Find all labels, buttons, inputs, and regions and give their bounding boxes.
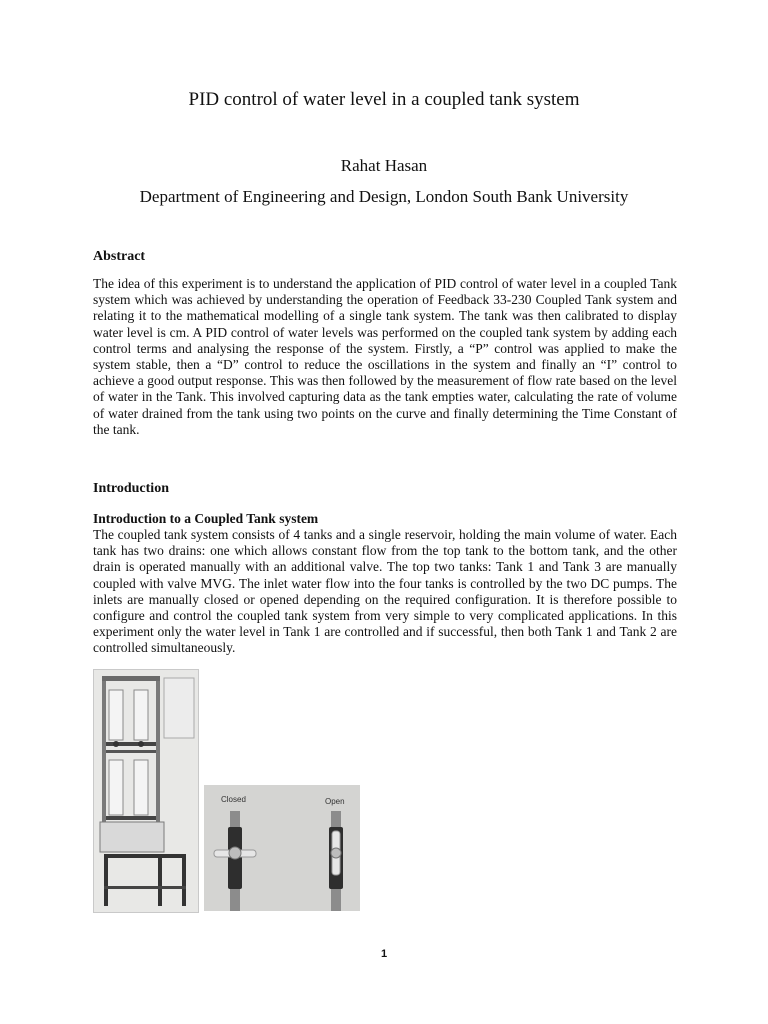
abstract-heading: Abstract xyxy=(93,249,146,264)
valve-closed-label: Closed xyxy=(221,795,246,804)
valve-open-label: Open xyxy=(325,797,345,806)
page-number: 1 xyxy=(380,948,388,960)
introduction-subheading: Introduction to a Coupled Tank system xyxy=(93,511,319,526)
paper-title: PID control of water level in a coupled tank system xyxy=(188,89,580,110)
introduction-heading: Introduction xyxy=(93,481,169,496)
author-name: Rahat Hasan xyxy=(340,156,428,175)
valve-positions-image xyxy=(204,785,360,911)
introduction-text: The coupled tank system consists of 4 tanks and a single reservoir, holding the main volume of water. Each tank has two drains: one which allows constant flow from the top tank to the bottom tank, and the other drain is operated manually with an additional valve. The top two tanks: Tank 1 and Tank 3 are manually coupled with valve MVG. The inlet water flow into the four tanks is controlled by the two DC pumps. The inlets are manually closed or opened depending on the required configuration. It is therefore possible to configure and control the coupled tank system from very simple to very complicated applications. In this experiment only the water level in Tank 1 are controlled and if successful, then both Tank 1 and Tank 2 are controlled simultaneously. xyxy=(93,527,677,656)
abstract-text: The idea of this experiment is to understand the application of PID control of water level in a coupled Tank system which was achieved by understanding the operation of Feedback 33-230 Coupled Tank system and relating it to the mathematical modelling of a single tank system. The tank was then calibrated to display water level is cm. A PID control of water levels was performed on the coupled tank system by adding each control terms and analysing the response of the system. Firstly, a “P” control was applied to make the system stable, then a “D” control to reduce the oscillations in the system and finally an “I” control to achieve a good output response. This was then followed by the measurement of flow rate based on the level of water in the Tank. This involved capturing data as the tank empties water, calculating the rate of volume of water drained from the tank using two points on the curve and finally determining the Time Constant of the tank. xyxy=(93,276,677,437)
author-affiliation: Department of Engineering and Design, London South Bank University xyxy=(139,187,629,206)
coupled-tank-rig-image xyxy=(93,669,199,913)
